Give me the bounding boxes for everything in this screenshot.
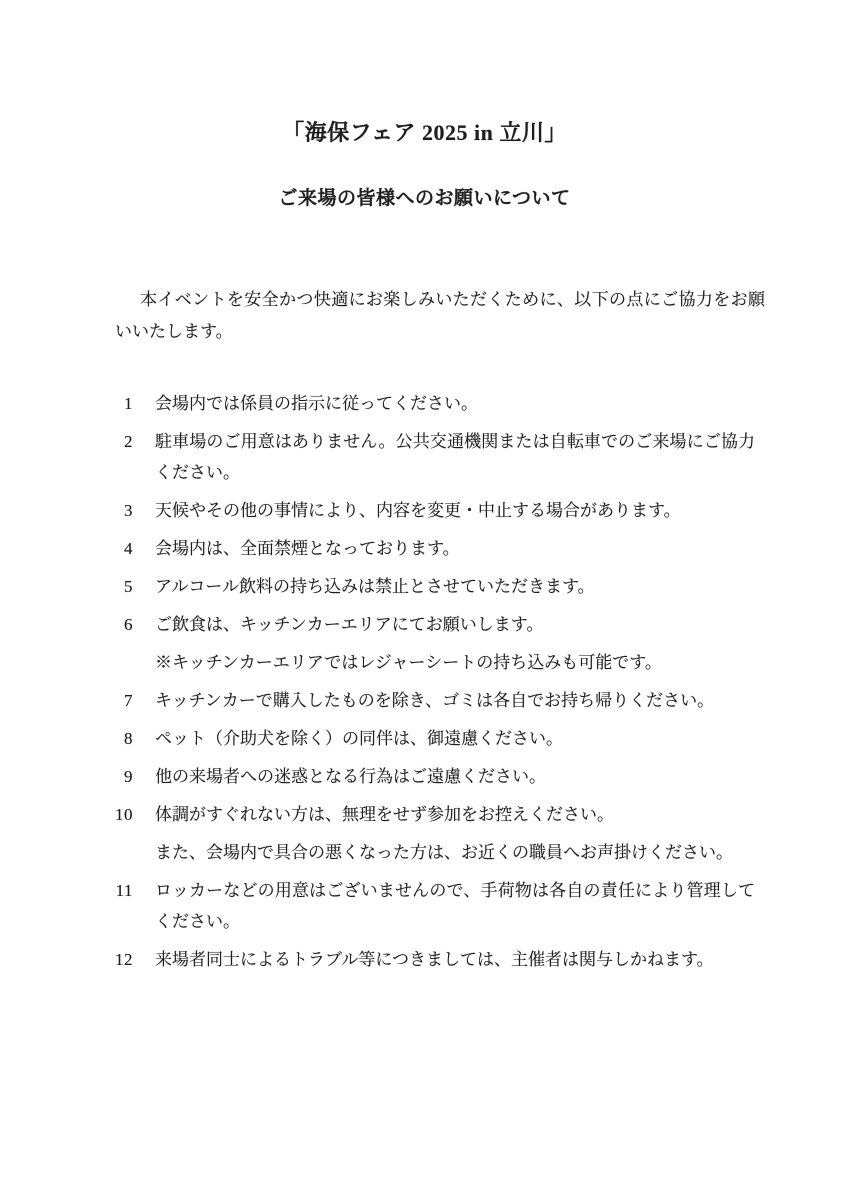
item-number: 7 bbox=[124, 691, 133, 710]
item-body bbox=[155, 723, 755, 754]
list-item bbox=[0, 426, 849, 488]
item-number: 12 bbox=[115, 950, 133, 969]
item-number: 6 bbox=[124, 615, 133, 634]
item-text: 会場内は、全面禁煙となっております。 bbox=[155, 539, 460, 558]
item-number: 10 bbox=[115, 805, 133, 824]
item-body bbox=[155, 426, 755, 488]
item-body bbox=[155, 571, 755, 602]
document-title: 「海保フェア 2025 in 立川」 bbox=[282, 120, 567, 145]
list-item bbox=[0, 609, 849, 678]
item-body bbox=[155, 875, 755, 937]
list-item bbox=[0, 495, 849, 526]
item-note: また、会場内で具合の悪くなった方は、お近くの職員へお声掛けください。 bbox=[155, 843, 733, 862]
list-item bbox=[0, 799, 849, 868]
item-number: 9 bbox=[124, 767, 133, 786]
list-item bbox=[0, 723, 849, 754]
document-subtitle: ご来場の皆様へのお願いについて bbox=[278, 188, 571, 209]
item-text: キッチンカーで購入したものを除き、ゴミは各自でお持ち帰りください。 bbox=[155, 691, 715, 710]
item-number: 11 bbox=[115, 881, 133, 900]
item-text: 会場内では係員の指示に従ってください。 bbox=[155, 394, 478, 413]
item-body bbox=[155, 388, 755, 419]
item-note: ※キッチンカーエリアではレジャーシートの持ち込みも可能です。 bbox=[155, 653, 662, 672]
item-body bbox=[155, 685, 755, 716]
item-number: 2 bbox=[124, 432, 133, 451]
item-text: ご飲食は、キッチンカーエリアにてお願いします。 bbox=[155, 615, 544, 634]
item-text: 天候やその他の事情により、内容を変更・中止する場合があります。 bbox=[155, 501, 681, 520]
item-number: 5 bbox=[124, 577, 133, 596]
list-item bbox=[0, 533, 849, 564]
list-item bbox=[0, 388, 849, 419]
item-body bbox=[155, 761, 755, 792]
item-text: 他の来場者への迷惑となる行為はご遠慮ください。 bbox=[155, 767, 546, 786]
list-item bbox=[0, 875, 849, 937]
item-number: 8 bbox=[124, 729, 133, 748]
list-item bbox=[0, 685, 849, 716]
item-text: アルコール飲料の持ち込みは禁止とさせていただきます。 bbox=[155, 577, 595, 596]
item-body bbox=[155, 944, 755, 975]
item-number: 4 bbox=[124, 539, 133, 558]
list-item bbox=[0, 761, 849, 792]
list-item bbox=[0, 571, 849, 602]
item-text: 駐車場のご用意はありません。公共交通機関または自転車でのご来場にご協力ください。 bbox=[155, 432, 755, 482]
item-text: 来場者同士によるトラブル等につきましては、主催者は関与しかねます。 bbox=[155, 950, 714, 969]
item-text: 体調がすぐれない方は、無理をせず参加をお控えください。 bbox=[155, 805, 614, 824]
item-text: ペット（介助犬を除く）の同伴は、御遠慮ください。 bbox=[155, 729, 563, 748]
item-number: 3 bbox=[124, 501, 133, 520]
item-body bbox=[155, 495, 755, 526]
item-number: 1 bbox=[124, 394, 133, 413]
item-text: ロッカーなどの用意はございませんので、手荷物は各自の責任により管理してください。 bbox=[155, 881, 755, 931]
notice-list bbox=[0, 388, 849, 975]
list-item bbox=[0, 944, 849, 975]
item-body bbox=[155, 533, 755, 564]
item-body bbox=[155, 799, 755, 868]
intro-paragraph: 本イベントを安全かつ快適にお楽しみいただくために、以下の点にご協力をお願いいたします。 bbox=[115, 290, 765, 341]
item-body bbox=[155, 609, 755, 678]
